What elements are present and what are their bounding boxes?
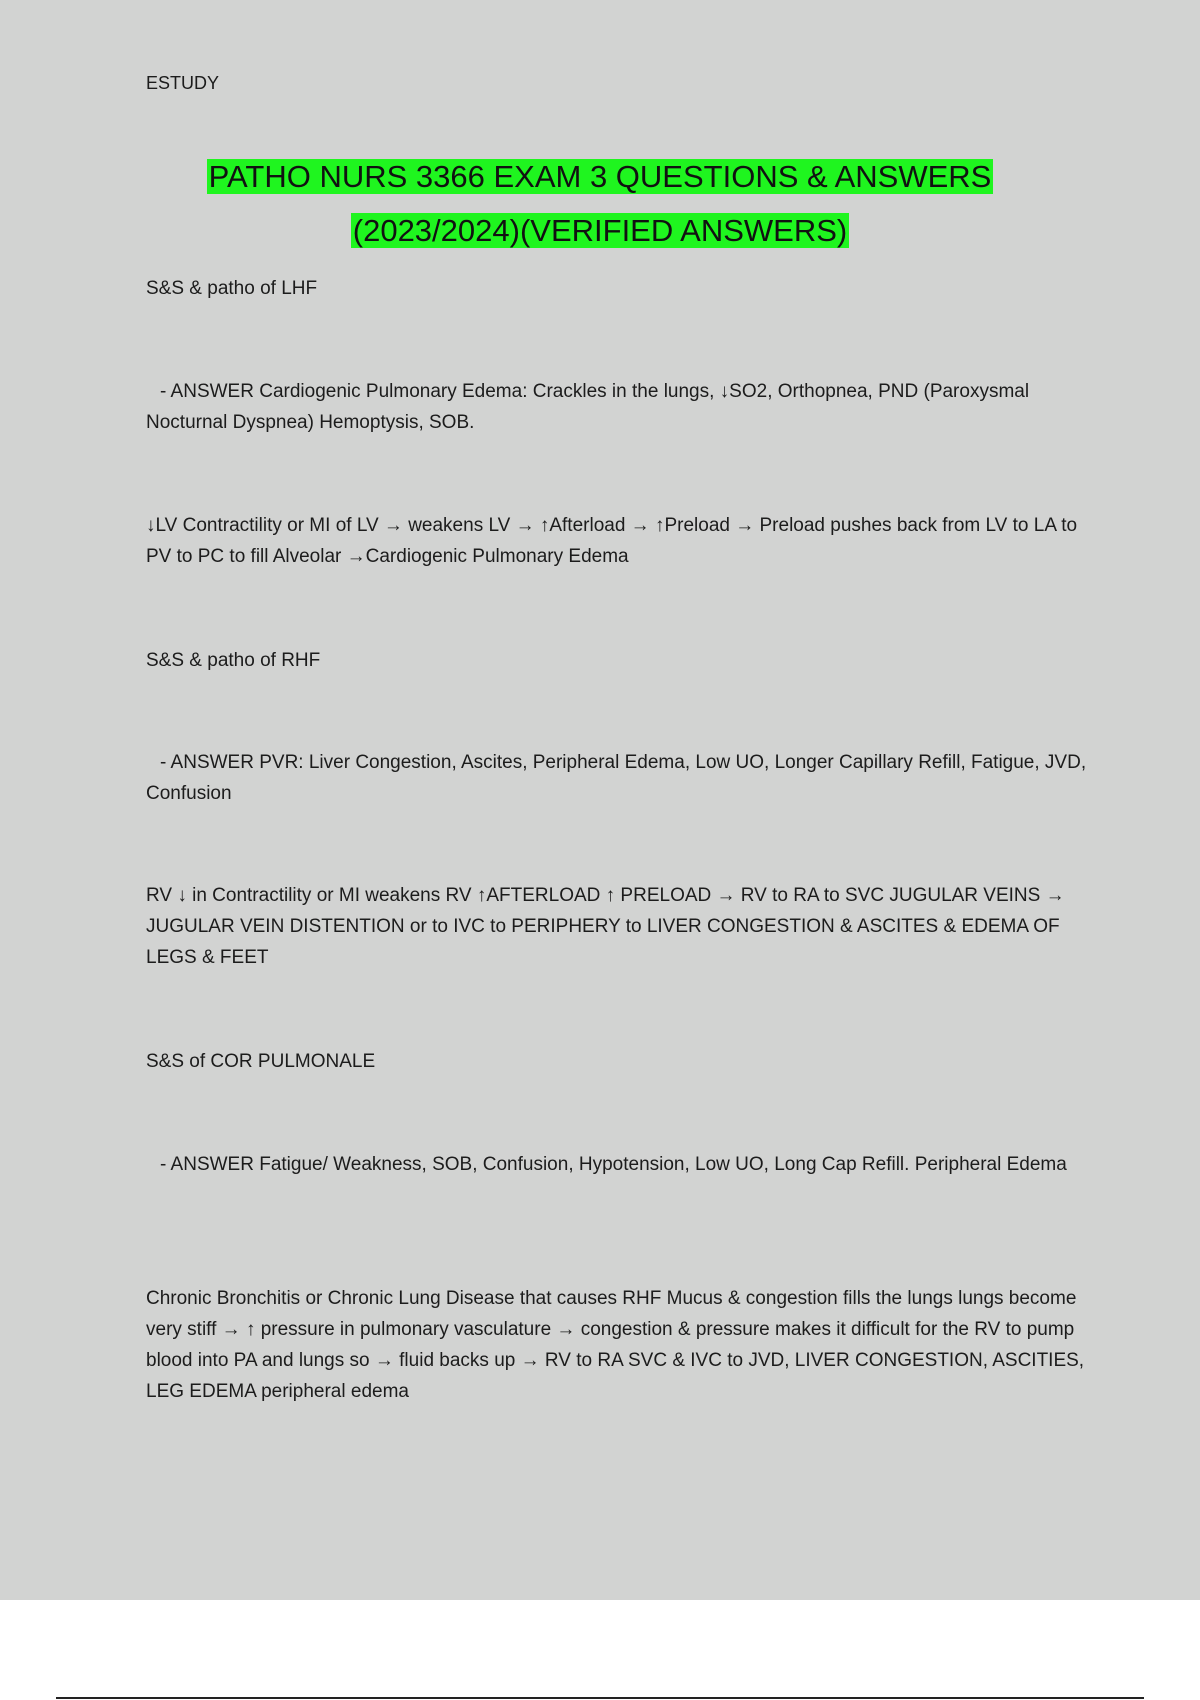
explanation-cor-pulmonale: Chronic Bronchitis or Chronic Lung Disease that causes RHF Mucus & congestion fills the lungs lungs become very stiff → ↑ pressure in pulmonary vasculature → congestion & pressure makes it difficult for the RV to pump blood into PA and lungs so → fluid backs up → RV to RA SVC & IVC to JVD, LIVER CONGESTION, ASCITIES, LEG EDEMA peripheral edema: [146, 1288, 1085, 1402]
answer-lhf: - ANSWER Cardiogenic Pulmonary Edema: Crackles in the lungs, ↓SO2, Orthopnea, PND (Paroxysmal Nocturnal Dyspnea) Hemoptysis, SOB.: [146, 381, 1030, 433]
header-label: ESTUDY: [146, 73, 220, 93]
title-line-2: (2023/2024)(VERIFIED ANSWERS): [352, 213, 848, 248]
explanation-rhf: RV ↓ in Contractility or MI weakens RV ↑AFTERLOAD ↑ PRELOAD → RV to RA to SVC JUGULAR VEINS → JUGULAR VEIN DISTENTION or to IVC to PERIPHERY to LIVER CONGESTION & ASCITES & EDEMA OF LEGS & FEET: [146, 885, 1065, 968]
question-cor-pulmonale: S&S of COR PULMONALE: [146, 1051, 376, 1072]
document-title: [100, 150, 1100, 258]
bottom-rule: [56, 1697, 1144, 1699]
question-rhf: S&S & patho of RHF: [146, 650, 321, 671]
explanation-lhf: ↓LV Contractility or MI of LV → weakens LV → ↑Afterload → ↑Preload → Preload pushes back from LV to LA to PV to PC to fill Alveolar →Cardiogenic Pulmonary Edema: [146, 515, 1078, 567]
question-lhf: S&S & patho of LHF: [146, 278, 318, 299]
title-line-1: PATHO NURS 3366 EXAM 3 QUESTIONS & ANSWERS: [208, 159, 992, 194]
answer-rhf: - ANSWER PVR: Liver Congestion, Ascites, Peripheral Edema, Low UO, Longer Capillary Refill, Fatigue, JVD, Confusion: [146, 752, 1087, 804]
answer-cor-pulmonale: - ANSWER Fatigue/ Weakness, SOB, Confusion, Hypotension, Low UO, Long Cap Refill. Peripheral Edema: [160, 1154, 1067, 1175]
